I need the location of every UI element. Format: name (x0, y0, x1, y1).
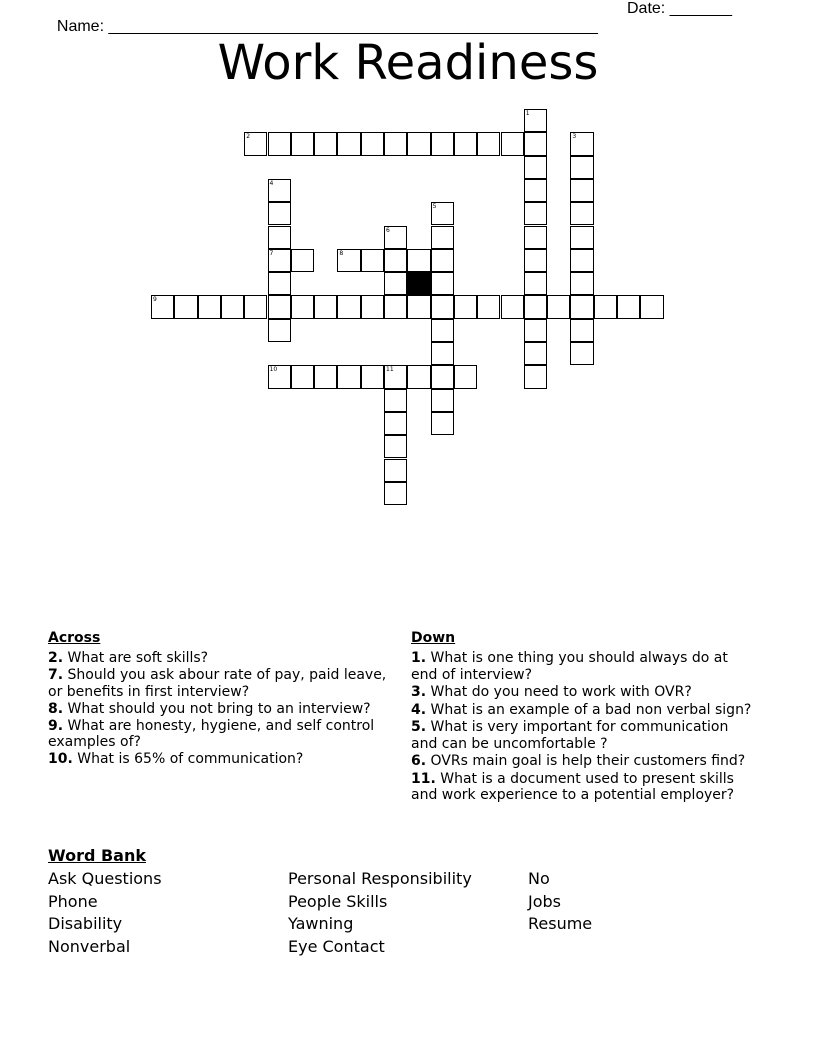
crossword-cell[interactable] (524, 295, 547, 318)
crossword-cell[interactable] (384, 226, 407, 249)
crossword-cell[interactable] (244, 132, 267, 155)
clue-number: 3 (572, 133, 577, 141)
crossword-cell[interactable] (268, 249, 291, 272)
clue-item (411, 702, 756, 719)
clue-number: 2 (246, 133, 251, 141)
crossword-cell[interactable] (431, 412, 454, 435)
crossword-cell[interactable] (454, 132, 477, 155)
clue-number: 9 (153, 296, 157, 304)
crossword-cell[interactable] (291, 295, 314, 318)
crossword-cell[interactable] (570, 156, 593, 179)
clue-text: What are honesty, hygiene, and self control examples of? (48, 717, 375, 750)
crossword-cell[interactable] (244, 295, 267, 318)
crossword-cell[interactable] (501, 132, 524, 155)
crossword-cell[interactable] (524, 109, 547, 132)
clue-text: OVRs main goal is help their customers find? (430, 753, 746, 769)
crossword-cell[interactable] (268, 226, 291, 249)
crossword-cell[interactable] (314, 132, 337, 155)
clue-num: 3. (411, 684, 427, 700)
crossword-cell[interactable] (431, 226, 454, 249)
crossword-cell[interactable] (407, 295, 430, 318)
crossword-cell[interactable] (431, 249, 454, 272)
clue-item (411, 719, 756, 752)
clue-text: What is an example of a bad non verbal sign? (430, 701, 752, 718)
crossword-cell[interactable] (337, 295, 360, 318)
clue-item (48, 751, 393, 768)
crossword-cell[interactable] (337, 249, 360, 272)
crossword-cell[interactable] (407, 132, 430, 155)
crossword-cell[interactable] (361, 249, 384, 272)
crossword-cell[interactable] (524, 365, 547, 388)
word-bank-item: People Skills (288, 891, 388, 911)
clue-number: 5 (432, 203, 437, 211)
clue-num: 6. (411, 753, 427, 769)
clue-text: What should you not bring to an interview? (67, 700, 371, 717)
word-bank-item: No (528, 869, 550, 888)
crossword-cell[interactable] (291, 365, 314, 388)
clue-text: What is a document used to present skills and work experience to a potential employer? (411, 770, 735, 803)
across-clues (48, 630, 393, 768)
clue-text: What do you need to work with OVR? (430, 684, 692, 700)
crossword-cell[interactable] (268, 295, 291, 318)
crossword-cell[interactable] (570, 295, 593, 318)
down-clue-list (411, 650, 756, 804)
crossword-cell[interactable] (570, 319, 593, 342)
crossword-cell[interactable] (431, 272, 454, 295)
clue-text: What is very important for communication and can be uncomfortable ? (411, 719, 729, 752)
crossword-cell[interactable] (174, 295, 197, 318)
crossword-cell[interactable] (524, 249, 547, 272)
crossword-cell[interactable] (361, 295, 384, 318)
black-cell (407, 272, 430, 295)
crossword-cell[interactable] (524, 156, 547, 179)
page-title: Work Readiness (217, 35, 599, 91)
word-bank-item: Disability (48, 914, 123, 933)
clue-number: 4 (269, 179, 274, 187)
crossword-cell[interactable] (291, 132, 314, 155)
clue-num: 5. (411, 719, 427, 735)
crossword-cell[interactable] (524, 272, 547, 295)
crossword-cell[interactable] (501, 295, 524, 318)
crossword-cell[interactable] (570, 272, 593, 295)
crossword-cell[interactable] (524, 226, 547, 249)
down-clues (411, 630, 756, 805)
crossword-cell[interactable] (570, 179, 593, 202)
clue-item (411, 753, 756, 770)
crossword-cell[interactable] (570, 132, 593, 155)
clue-item (48, 718, 393, 751)
crossword-cell[interactable] (594, 295, 617, 318)
clue-num: 11. (411, 770, 436, 787)
clue-num: 8. (48, 700, 64, 717)
clue-number: 8 (339, 249, 344, 257)
clue-text: Should you ask abour rate of pay, paid leave, or benefits in first interview? (48, 667, 387, 700)
word-bank-item: Phone (48, 891, 98, 911)
crossword-cell[interactable] (291, 249, 314, 272)
date-field[interactable]: Date: _______ (627, 0, 732, 17)
crossword-cell[interactable] (477, 132, 500, 155)
crossword-cell[interactable] (524, 202, 547, 225)
crossword-cell[interactable] (384, 249, 407, 272)
crossword-cell[interactable] (524, 179, 547, 202)
header-line (48, 0, 748, 35)
crossword-cell[interactable] (477, 295, 500, 318)
crossword-grid (151, 109, 666, 509)
word-bank-item: Jobs (528, 891, 561, 911)
crossword-cell[interactable] (268, 202, 291, 225)
crossword-cell[interactable] (407, 365, 430, 388)
crossword-cell[interactable] (431, 202, 454, 225)
crossword-cell[interactable] (384, 459, 407, 482)
crossword-cell[interactable] (570, 249, 593, 272)
crossword-cell[interactable] (384, 132, 407, 155)
crossword-cell[interactable] (384, 435, 407, 458)
word-bank-item: Nonverbal (48, 936, 131, 956)
word-bank-item: Ask Questions (48, 869, 162, 888)
crossword-cell[interactable] (431, 319, 454, 342)
across-clue-list (48, 650, 393, 768)
clue-item (48, 667, 393, 700)
clue-text: What are soft skills? (67, 650, 209, 666)
crossword-cell[interactable] (454, 365, 477, 388)
crossword-cell[interactable] (524, 132, 547, 155)
clue-num: 10. (48, 751, 73, 767)
word-bank-item: Eye Contact (288, 936, 385, 956)
crossword-cell[interactable] (570, 226, 593, 249)
clue-item (48, 701, 393, 718)
crossword-cell[interactable] (524, 342, 547, 365)
crossword-cell[interactable] (384, 389, 407, 412)
crossword-cell[interactable] (384, 295, 407, 318)
clue-item (411, 650, 756, 683)
crossword-cell[interactable] (570, 342, 593, 365)
crossword-cell[interactable] (640, 295, 663, 318)
clue-num: 7. (48, 667, 64, 683)
clue-number: 7 (269, 249, 274, 257)
crossword-cell[interactable] (314, 365, 337, 388)
crossword-cell[interactable] (384, 272, 407, 295)
clue-number: 1 (525, 110, 530, 117)
crossword-cell[interactable] (151, 295, 174, 318)
crossword-cell[interactable] (524, 319, 547, 342)
crossword-cell[interactable] (361, 132, 384, 155)
crossword-cell[interactable] (431, 132, 454, 155)
word-bank-item: Resume (528, 914, 593, 933)
crossword-cell[interactable] (337, 132, 360, 155)
clue-number: 10 (269, 366, 278, 374)
crossword-cell[interactable] (384, 482, 407, 505)
crossword-cell[interactable] (361, 365, 384, 388)
crossword-cell[interactable] (337, 365, 360, 388)
clue-number: 6 (386, 226, 390, 234)
clue-num: 9. (48, 717, 64, 734)
clue-num: 4. (411, 701, 427, 718)
crossword-cell[interactable] (198, 295, 221, 318)
crossword-cell[interactable] (431, 342, 454, 365)
word-bank-heading: Word Bank (48, 846, 147, 865)
crossword-cell[interactable] (384, 365, 407, 388)
across-heading: Across (48, 630, 101, 646)
crossword-cell[interactable] (268, 319, 291, 342)
crossword-cell[interactable] (431, 295, 454, 318)
clue-item (48, 650, 393, 667)
word-bank (48, 846, 768, 958)
down-heading: Down (411, 630, 456, 646)
clue-item (411, 771, 756, 804)
crossword-cell[interactable] (314, 295, 337, 318)
clue-number: 11 (386, 366, 394, 374)
crossword-cell[interactable] (268, 132, 291, 155)
clue-num: 2. (48, 650, 64, 666)
clue-num: 1. (411, 650, 427, 666)
crossword-cell[interactable] (268, 272, 291, 295)
word-bank-list (48, 868, 768, 958)
crossword-cell[interactable] (384, 412, 407, 435)
clue-item (411, 684, 756, 701)
crossword-cell[interactable] (454, 295, 477, 318)
word-bank-item: Yawning (288, 914, 354, 933)
clue-text: What is one thing you should always do at end of interview? (411, 650, 728, 683)
crossword-cell[interactable] (221, 295, 244, 318)
crossword-cell[interactable] (268, 179, 291, 202)
crossword-cell[interactable] (617, 295, 640, 318)
crossword-cell[interactable] (431, 389, 454, 412)
name-field[interactable]: Name: _______________________________________________________ (56, 18, 598, 35)
clue-text: What is 65% of communication? (77, 751, 304, 767)
crossword-cell[interactable] (547, 295, 570, 318)
crossword-cell[interactable] (268, 365, 291, 388)
crossword-cell[interactable] (407, 249, 430, 272)
word-bank-item: Personal Responsibility (288, 869, 472, 888)
crossword-cell[interactable] (431, 365, 454, 388)
crossword-cell[interactable] (570, 202, 593, 225)
